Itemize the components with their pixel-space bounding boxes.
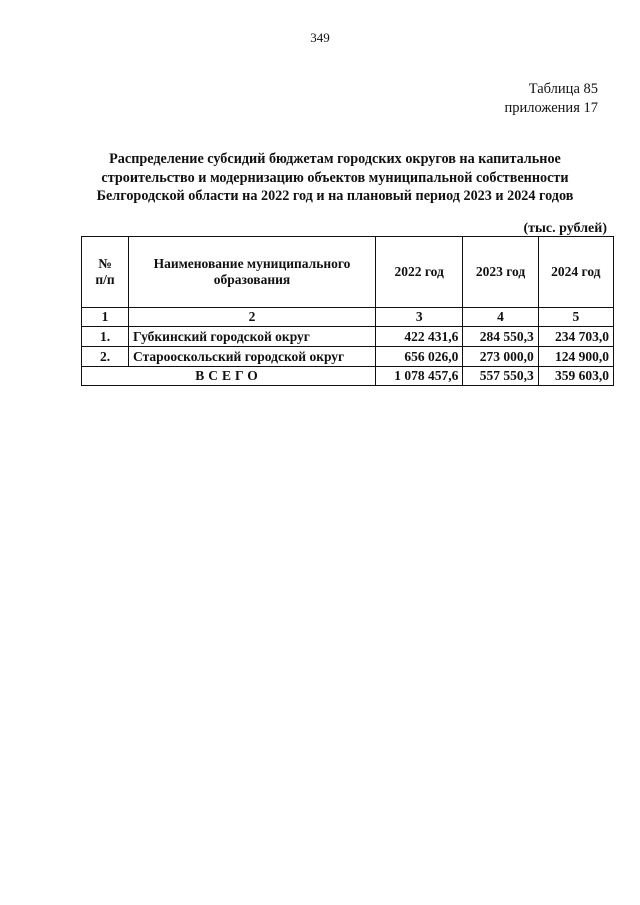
total-row [82, 367, 614, 386]
table-row [82, 347, 614, 367]
title-line1: Распределение субсидий бюджетам городских округов на капитальное [109, 151, 561, 167]
column-number: 2 [129, 308, 376, 327]
header-number: № п/п [82, 237, 129, 308]
amount-2024: 234 703,0 [538, 327, 613, 347]
header-2023: 2023 год [463, 237, 538, 308]
municipality-name: Губкинский городской округ [129, 327, 376, 347]
column-number: 3 [376, 308, 463, 327]
total-2022: 1 078 457,6 [376, 367, 463, 386]
column-number: 4 [463, 308, 538, 327]
table-header-row [82, 237, 614, 308]
column-number-row [82, 308, 614, 327]
table-reference-line1: Таблица 85 [528, 81, 598, 97]
amount-2022: 422 431,6 [376, 327, 463, 347]
amount-2023: 273 000,0 [463, 347, 538, 367]
table-reference [505, 80, 598, 118]
page-number: 349 [310, 30, 330, 45]
municipality-name: Старооскольский городской округ [129, 347, 376, 367]
total-2024: 359 603,0 [538, 367, 613, 386]
column-number: 5 [538, 308, 613, 327]
amount-2023: 284 550,3 [463, 327, 538, 347]
header-municipality: Наименование муниципального образования [129, 237, 376, 308]
document-title [70, 150, 600, 206]
row-number: 1. [82, 327, 129, 347]
header-2024: 2024 год [538, 237, 613, 308]
total-2023: 557 550,3 [463, 367, 538, 386]
subsidy-table [81, 236, 614, 386]
amount-2024: 124 900,0 [538, 347, 613, 367]
amount-2022: 656 026,0 [376, 347, 463, 367]
header-2022: 2022 год [376, 237, 463, 308]
table-row [82, 327, 614, 347]
row-number: 2. [82, 347, 129, 367]
title-line3: Белгородской области на 2022 год и на плановый период 2023 и 2024 годов [96, 188, 574, 204]
table-reference-line2: приложения 17 [504, 100, 598, 116]
units-label: (тыс. рублей) [523, 221, 607, 236]
total-label: ВСЕГО [82, 367, 376, 386]
title-line2: строительство и модернизацию объектов муниципальной собственности [101, 169, 569, 186]
column-number: 1 [82, 308, 129, 327]
